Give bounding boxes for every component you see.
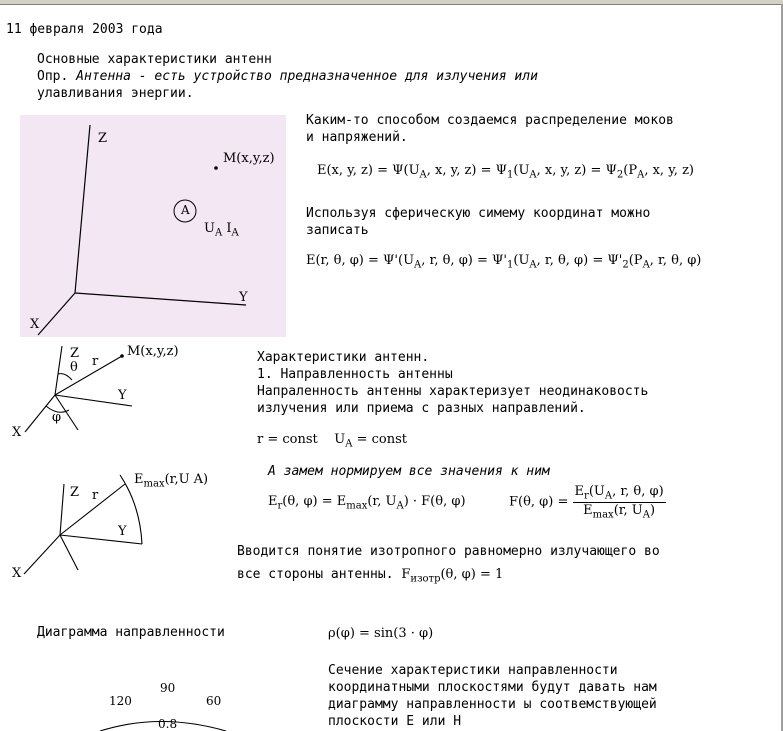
section-para-3: диаграмму направленности ы соотвемствующей [328, 697, 657, 712]
fig3-label-z: Z [70, 485, 80, 500]
fig3-label-y: Y [118, 524, 127, 539]
polar-label-120: 120 [109, 694, 132, 708]
fig1-label-m: M(x,y,z) [223, 151, 275, 166]
polar-label-08: 0.8 [158, 717, 178, 731]
fig2-label-y: Y [118, 388, 127, 403]
fig2-label-m: M(x,y,z) [127, 344, 179, 359]
formula-3: $E_r(\theta$, $\varphi) = E_{max}(r$, $U_A) \cdot F(\theta$, φ) [268, 494, 466, 512]
section-title: Основные характеристики антенн [37, 52, 272, 67]
formula-1: E(x, y, $z) = \Psi(U_A$, x, y, $z) = \Psi_1(U_A$, x, y, $z) = \Psi_2(P_A$, x, y, z) [317, 163, 694, 181]
para1-line1: Каким-то способом создаемся распределение моков [306, 113, 674, 128]
isotropic-line-1: Вводится понятие изотропного равномерно излучающего во [237, 544, 660, 559]
char-text-2: излучения или приема с разных направлений. [257, 401, 586, 416]
char-text-1: Напраленность антенны характеризует неодинаковость [257, 384, 649, 399]
fig2-label-phi: φ [52, 410, 62, 425]
fig1-label-ua: $U_A$ $I_A$ [204, 221, 239, 239]
fig1-label-y: Y [239, 290, 248, 305]
formula-4: F(θ, φ) = $\frac{E_r(U_A, r, \theta, \varphi)}{E_{max}(r, U_A)}$ [509, 484, 664, 521]
section-para-2: координатными плоскостями будут давать нам [328, 680, 657, 695]
para1-line2: и напряжений. [306, 130, 408, 145]
para2-line2: записать [306, 223, 369, 238]
char-title: Характеристики антенн. [257, 350, 430, 365]
polar-label-60: 60 [206, 694, 222, 708]
formula-r-const: r = const $U_A$ = const [257, 432, 408, 450]
char-item-1: 1. Направленность антенны [257, 367, 453, 382]
isotropic-line-2: все стороны антенны. $F_{изотр}(\theta$, φ) = 1 [237, 567, 504, 585]
fig1-label-x: X [30, 317, 40, 332]
fig2-label-x: X [12, 425, 22, 440]
formula-2: E(r, θ, $\varphi) = \Psi'(U_A$, r, θ, $\varphi) = \Psi'_1(U_A$, r, θ, $\varphi) = \Psi'_2(P_A$, r, θ, φ) [306, 253, 702, 271]
section-para-1: Сечение характеристики направленности [328, 663, 618, 678]
formula-5: $F_{изотр}(\theta$, φ) = 1 [401, 567, 504, 585]
definition-body-1: Антенна - есть устройство предназначенное для излучения или [76, 69, 538, 84]
polar-label-90: 90 [160, 681, 176, 695]
date-heading: 11 февраля 2003 года [6, 22, 163, 37]
fig2-label-r: r [92, 354, 99, 369]
para2-line1: Используя сферическую симему координат можно [306, 206, 651, 221]
fig1-label-z: Z [98, 131, 108, 146]
fig2-label-z: Z [70, 346, 80, 361]
fig3-label-r: r [92, 488, 99, 503]
fig2-label-theta: θ [70, 360, 78, 375]
fig3-label-x: X [12, 566, 22, 581]
definition-line-2: улавливания энергии. [37, 86, 194, 101]
fig1-label-a: A [181, 203, 190, 217]
diagram-label: Диаграмма направленности [37, 625, 225, 640]
section-para-4: плоскости E или H [328, 714, 462, 725]
definition-prefix: Опр. [37, 69, 69, 84]
formula-rho: ρ(φ) = sin(3 · φ) [328, 626, 434, 641]
fig3-label-emax: $E_{max}(r,U$ A) [134, 472, 209, 490]
normalize-text: А замем нормируем все значения к ним [268, 464, 550, 479]
